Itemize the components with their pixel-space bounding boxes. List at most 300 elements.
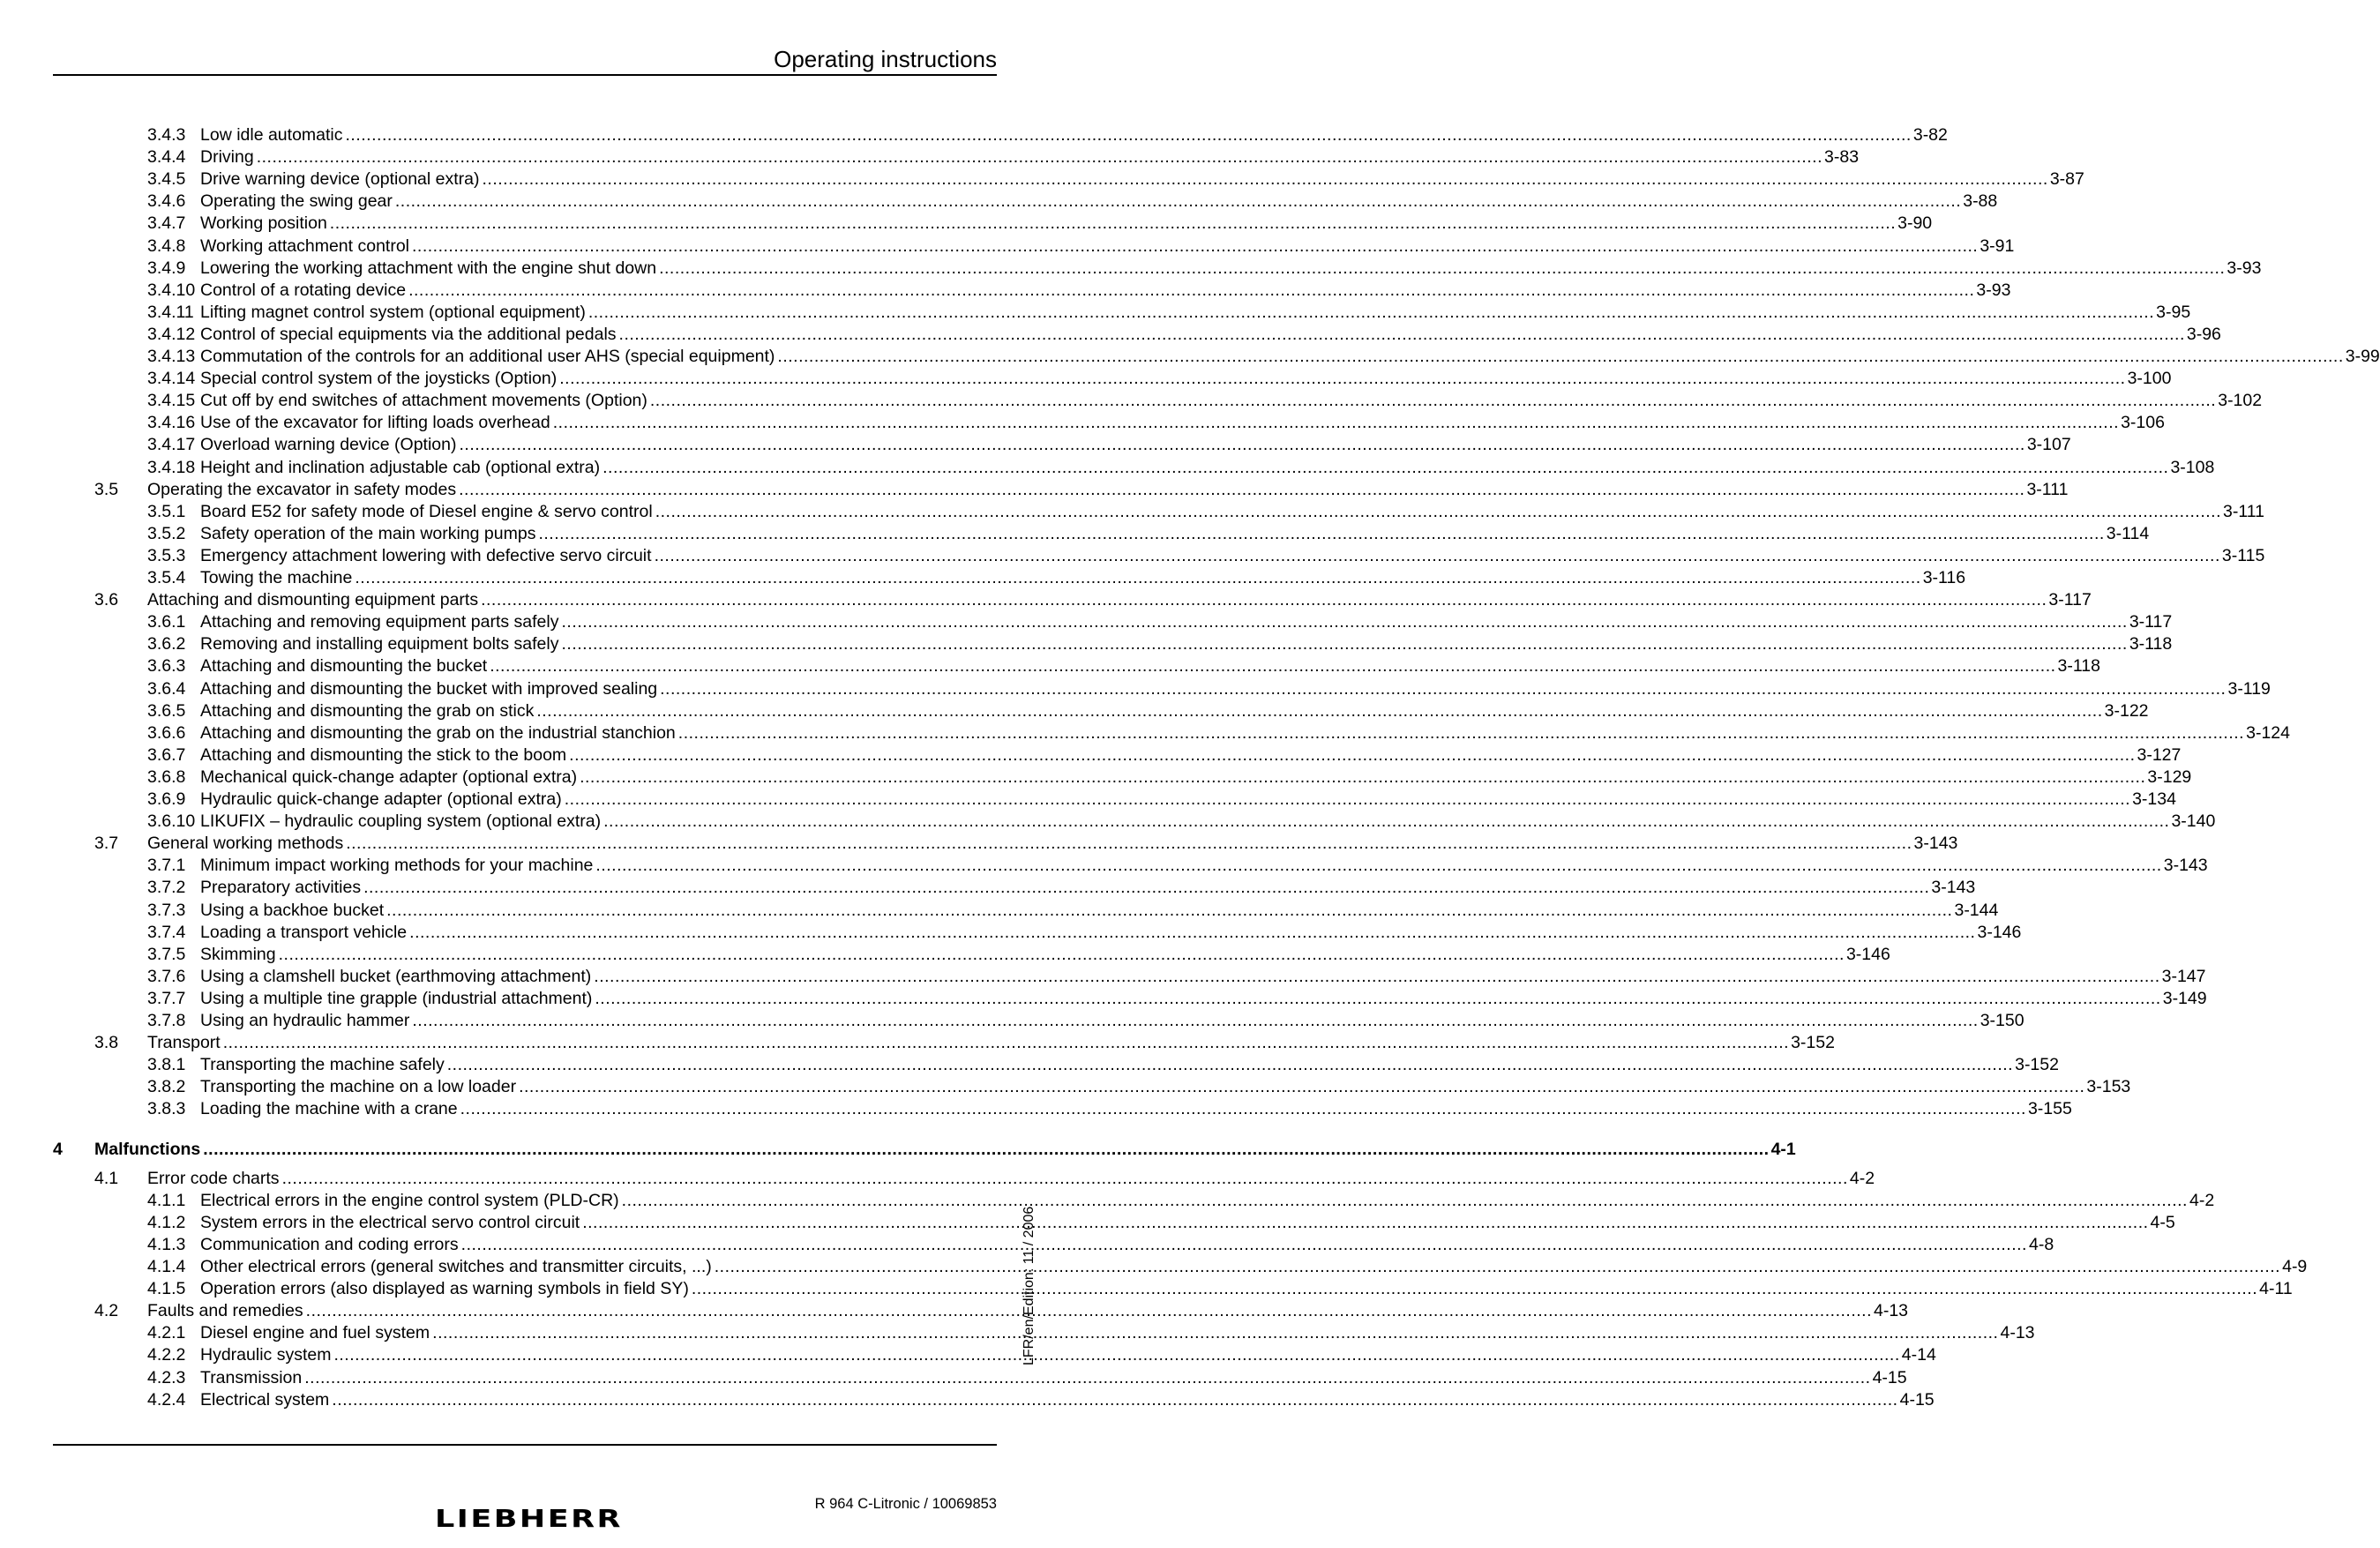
toc-entry[interactable] (0, 1300, 1909, 1322)
toc-entry-title: Low idle automatic (200, 125, 343, 145)
toc-entry[interactable] (0, 390, 2263, 412)
toc-entry-title: Skimming (200, 944, 276, 964)
toc-entry-title: Other electrical errors (general switches and transmitter circuits, ...) (200, 1257, 712, 1276)
toc-dot-leader: ............................................................................................................................................................................................................................................................................................................ (654, 545, 2220, 565)
toc-entry[interactable] (0, 523, 2150, 545)
toc-entry-leader (147, 1300, 1909, 1322)
toc-entry-page: 3-118 (2057, 656, 2100, 677)
toc-entry-title: Driving (200, 147, 254, 168)
toc-dot-leader: ............................................................................................................................................................................................................................................................................................................ (580, 767, 2146, 787)
toc-dot-leader: ............................................................................................................................................................................................................................................................................................................ (332, 1389, 1898, 1410)
toc-entry-page: 4-13 (2000, 1323, 2035, 1343)
toc-entry-leader (200, 944, 1890, 966)
toc-entry-page: 4-8 (2028, 1234, 2054, 1254)
toc-entry[interactable] (0, 168, 2084, 191)
toc-entry-title: Using an hydraulic hammer (200, 1011, 410, 1030)
toc-entry[interactable] (0, 1190, 2215, 1212)
toc-dot-leader: ............................................................................................................................................................................................................................................................................................................ (281, 1168, 1848, 1188)
toc-entry-title: Transport (147, 1033, 221, 1053)
toc-entry-page: 3-99 (2345, 347, 2380, 366)
toc-entry-page: 4-1 (1770, 1139, 1796, 1159)
toc-dot-leader: ............................................................................................................................................................................................................................................................................................................ (649, 391, 2217, 411)
toc-entry-leader (200, 280, 2011, 302)
toc-entry-number: 3.5 (94, 479, 119, 499)
toc-entry-page: 3-106 (2121, 413, 2165, 433)
toc-entry-number: 4.2.2 (147, 1345, 186, 1365)
toc-entry-title: Transporting the machine safely (200, 1055, 445, 1075)
toc-entry-page: 4-11 (2259, 1279, 2293, 1299)
toc-entry-page: 3-143 (1931, 878, 1976, 898)
toc-entry-title: Operating the swing gear (200, 191, 393, 212)
toc-entry-title: Error code charts (147, 1168, 280, 1188)
toc-entry[interactable] (0, 900, 1999, 922)
toc-entry-page: 3-95 (2156, 302, 2191, 322)
toc-entry[interactable] (0, 1212, 2175, 1234)
toc-entry-number: 3.4.14 (147, 369, 196, 389)
toc-entry-title: Malfunctions (94, 1139, 201, 1159)
toc-entry[interactable] (0, 833, 1958, 855)
toc-entry[interactable] (0, 1278, 2293, 1300)
toc-dot-leader: ............................................................................................................................................................................................................................................................................................................ (559, 369, 2126, 389)
toc-dot-leader: ............................................................................................................................................................................................................................................................................................................ (345, 125, 1912, 145)
toc-entry-number: 3.5.2 (147, 523, 186, 543)
toc-entry[interactable] (0, 922, 2022, 944)
toc-entry-number: 3.4.18 (147, 457, 196, 477)
toc-dot-leader: ............................................................................................................................................................................................................................................................................................................ (714, 1257, 2281, 1276)
toc-dot-leader: ............................................................................................................................................................................................................................................................................................................ (394, 191, 1962, 212)
toc-entry-leader (200, 567, 1966, 589)
toc-entry-page: 3-90 (1897, 213, 1933, 234)
toc-entry-leader (200, 633, 2173, 655)
toc-entry-number: 3.4.5 (147, 169, 186, 190)
toc-entry-page: 3-124 (2246, 722, 2290, 743)
toc-dot-leader: ............................................................................................................................................................................................................................................................................................................ (552, 413, 2120, 433)
toc-entry[interactable] (0, 1076, 2131, 1098)
toc-entry-page: 3-87 (2049, 169, 2084, 190)
toc-entry[interactable] (0, 368, 2172, 390)
toc-entry-title: LIKUFIX – hydraulic coupling system (optional extra) (200, 811, 602, 832)
toc-entry-number: 3.4.13 (147, 347, 196, 366)
toc-entry-leader (200, 988, 2207, 1010)
toc-entry-leader (200, 368, 2172, 390)
toc-entry[interactable] (0, 1054, 2059, 1076)
toc-entry[interactable] (0, 789, 2176, 811)
toc-entry[interactable] (0, 1344, 1936, 1366)
toc-entry[interactable] (0, 1322, 2035, 1344)
toc-dot-leader: ............................................................................................................................................................................................................................................................................................................ (256, 147, 1823, 168)
toc-dot-leader: ............................................................................................................................................................................................................................................................................................................ (490, 656, 2056, 677)
toc-entry[interactable] (0, 236, 2015, 258)
toc-entry-number: 3.8.2 (147, 1077, 186, 1097)
toc-entry[interactable] (0, 124, 1948, 146)
toc-entry-number: 3.6.4 (147, 678, 186, 699)
toc-entry[interactable] (0, 855, 2208, 877)
toc-entry-leader (200, 1190, 2215, 1212)
toc-entry-title: Attaching and dismounting the stick to the boom (200, 744, 567, 765)
toc-entry-number: 3.4.9 (147, 258, 186, 278)
toc-entry-page: 3-153 (2086, 1077, 2131, 1097)
toc-entry[interactable] (0, 700, 2149, 722)
toc-entry-leader (200, 236, 2015, 258)
toc-entry[interactable] (0, 302, 2191, 324)
toc-entry-page: 3-122 (2104, 700, 2149, 721)
toc-dot-leader: ............................................................................................................................................................................................................................................................................................................ (412, 236, 1979, 256)
toc-dot-leader: ............................................................................................................................................................................................................................................................................................................ (618, 324, 2185, 344)
toc-entry-page: 3-111 (2026, 479, 2069, 499)
toc-entry-title: Working position (200, 213, 327, 234)
toc-entry-number: 3.6.8 (147, 767, 186, 787)
toc-entry-page: 3-134 (2132, 789, 2176, 809)
toc-dot-leader: ............................................................................................................................................................................................................................................................................................................ (412, 1011, 1979, 1030)
toc-entry-title: Using a multiple tine grapple (industrial attachment) (200, 988, 593, 1008)
toc-entry[interactable] (0, 1032, 1835, 1054)
toc-entry[interactable] (0, 944, 1890, 966)
toc-entry-page: 3-143 (2163, 856, 2208, 876)
toc-entry-leader (200, 1256, 2308, 1278)
toc-dot-leader: ............................................................................................................................................................................................................................................................................................................ (481, 590, 2047, 610)
toc-dot-leader: ............................................................................................................................................................................................................................................................................................................ (304, 1367, 1871, 1387)
toc-entry-title: Working attachment control (200, 236, 409, 256)
toc-entry-leader (200, 1367, 1907, 1389)
toc-entry[interactable] (0, 1389, 1935, 1411)
toc-dot-leader: ............................................................................................................................................................................................................................................................................................................ (346, 834, 1912, 854)
toc-entry-page: 3-88 (1963, 191, 1998, 212)
toc-entry-leader (200, 545, 2265, 567)
toc-entry-number: 3.4.11 (147, 302, 194, 322)
toc-entry-leader (200, 501, 2265, 523)
toc-entry-number: 3.7.1 (147, 856, 186, 876)
toc-entry-leader (200, 412, 2165, 434)
toc-entry-title: Towing the machine (200, 568, 353, 587)
toc-entry-leader (200, 1054, 2059, 1076)
toc-entry-leader (200, 855, 2208, 877)
toc-entry[interactable] (0, 1367, 1907, 1389)
toc-entry[interactable] (0, 346, 2380, 368)
toc-entry[interactable] (0, 1256, 2308, 1278)
toc-entry-page: 3-140 (2171, 811, 2216, 832)
toc-entry-page: 3-118 (2129, 634, 2173, 654)
toc-entry-page: 3-144 (1954, 900, 1999, 920)
toc-entry-leader (200, 302, 2191, 324)
toc-entry-number: 3.6 (94, 590, 119, 610)
toc-entry-number: 3.5.1 (147, 501, 186, 521)
toc-entry-number: 4.1 (94, 1168, 119, 1188)
toc-entry-number: 3.4.6 (147, 191, 186, 212)
toc-entry-title: Lifting magnet control system (optional equipment) (200, 302, 586, 322)
toc-dot-leader: ............................................................................................................................................................................................................................................................................................................ (595, 988, 2161, 1008)
toc-entry-page: 3-107 (2026, 435, 2071, 455)
toc-entry-page: 3-146 (1845, 944, 1890, 964)
toc-entry-page: 3-100 (2127, 369, 2172, 389)
toc-entry-title: Hydraulic quick-change adapter (optional extra) (200, 789, 562, 809)
toc-entry-title: General working methods (147, 834, 344, 854)
toc-entry-number: 3.7.5 (147, 944, 186, 964)
toc-dot-leader: ............................................................................................................................................................................................................................................................................................................ (777, 347, 2344, 366)
toc-dot-leader: ............................................................................................................................................................................................................................................................................................................ (386, 900, 1953, 920)
toc-entry-page: 3-155 (2027, 1099, 2072, 1119)
toc-entry-page: 3-114 (2106, 523, 2150, 543)
toc-dot-leader: ............................................................................................................................................................................................................................................................................................................ (538, 523, 2105, 543)
toc-entry-leader (200, 1322, 2035, 1344)
toc-dot-leader: ............................................................................................................................................................................................................................................................................................................ (677, 722, 2245, 743)
toc-entry-page: 3-152 (1791, 1033, 1835, 1053)
toc-dot-leader: ............................................................................................................................................................................................................................................................................................................ (536, 700, 2103, 721)
toc-entry[interactable] (0, 434, 2071, 456)
toc-entry-number: 3.7 (94, 834, 119, 854)
toc-entry-title: Control of a rotating device (200, 280, 407, 300)
toc-entry-number: 3.6.10 (147, 811, 196, 832)
toc-entry-leader (200, 1234, 2054, 1256)
toc-entry-page: 3-116 (1922, 568, 1966, 587)
toc-entry-number: 3.7.6 (147, 966, 186, 986)
toc-entry-page: 3-82 (1912, 125, 1948, 145)
toc-dot-leader: ............................................................................................................................................................................................................................................................................................................ (595, 856, 2162, 876)
toc-entry-page: 4-15 (1872, 1367, 1907, 1387)
toc-entry[interactable] (0, 545, 2265, 567)
toc-dot-leader: ............................................................................................................................................................................................................................................................................................................ (659, 258, 2226, 278)
toc-entry-number: 3.4.3 (147, 125, 186, 145)
toc-entry-number: 3.6.3 (147, 656, 186, 677)
toc-entry-page: 3-108 (2170, 457, 2215, 477)
toc-entry-number: 3.7.7 (147, 988, 186, 1008)
toc-entry-leader (200, 966, 2206, 988)
toc-entry[interactable] (0, 280, 2011, 302)
toc-entry-number: 3.8.1 (147, 1055, 186, 1075)
toc-entry-title: Transporting the machine on a low loader (200, 1077, 517, 1097)
toc-dot-leader: ............................................................................................................................................................................................................................................................................................................ (432, 1323, 1999, 1343)
toc-entry-leader (200, 523, 2150, 545)
toc-entry-number: 3.7.3 (147, 900, 186, 920)
toc-entry[interactable] (0, 767, 2192, 789)
toc-entry-title: Commutation of the controls for an additional user AHS (special equipment) (200, 347, 775, 366)
toc-entry-leader (200, 346, 2380, 368)
toc-entry[interactable] (0, 258, 2262, 280)
toc-entry[interactable] (0, 633, 2173, 655)
toc-entry-leader (200, 1076, 2131, 1098)
toc-entry[interactable] (0, 191, 1998, 213)
toc-dot-leader: ............................................................................................................................................................................................................................................................................................................ (569, 744, 2136, 765)
toc-entry[interactable] (0, 722, 2290, 744)
toc-dot-leader: ............................................................................................................................................................................................................................................................................................................ (564, 789, 2131, 809)
toc-dot-leader: ............................................................................................................................................................................................................................................................................................................ (482, 169, 2048, 190)
toc-entry-leader (200, 611, 2173, 633)
toc-dot-leader: ............................................................................................................................................................................................................................................................................................................ (691, 1279, 2258, 1299)
toc-entry-title: Special control system of the joysticks (Option) (200, 369, 558, 389)
toc-entry[interactable] (0, 1010, 2024, 1032)
toc-entry-number: 4.2.1 (147, 1323, 186, 1343)
toc-entry-page: 3-149 (2162, 988, 2207, 1008)
toc-entry[interactable] (0, 146, 1860, 168)
toc-entry-title: Attaching and removing equipment parts safely (200, 612, 559, 632)
toc-entry[interactable] (0, 966, 2206, 988)
toc-entry[interactable] (0, 655, 2100, 677)
toc-entry-title: Preparatory activities (200, 878, 362, 898)
header-rule (53, 74, 997, 76)
toc-entry-leader (94, 1139, 1796, 1161)
toc-entry-leader (200, 789, 2176, 811)
toc-entry-title: Emergency attachment lowering with defective servo circuit (200, 545, 652, 565)
toc-entry[interactable] (0, 988, 2207, 1010)
toc-entry-title: Removing and installing equipment bolts safely (200, 634, 559, 654)
toc-entry-leader (200, 678, 2271, 700)
toc-dot-leader: ............................................................................................................................................................................................................................................................................................................ (329, 213, 1897, 234)
toc-entry-number: 3.4.10 (147, 280, 196, 300)
toc-dot-leader: ............................................................................................................................................................................................................................................................................................................ (203, 1139, 1770, 1159)
toc-entry[interactable] (0, 213, 1933, 235)
toc-dot-leader: ............................................................................................................................................................................................................................................................................................................ (459, 479, 2025, 499)
toc-entry[interactable] (0, 1098, 2072, 1120)
toc-entry-leader (200, 922, 2022, 944)
toc-entry-leader (200, 700, 2149, 722)
toc-entry-page: 4-2 (2189, 1190, 2215, 1210)
toc-entry-number: 3.4.7 (147, 213, 186, 234)
toc-entry-leader (200, 1344, 1936, 1366)
toc-dot-leader: ............................................................................................................................................................................................................................................................................................................ (305, 1301, 1872, 1321)
toc-entry-leader (147, 1168, 1875, 1190)
toc-entry-page: 4-9 (2282, 1257, 2308, 1276)
toc-entry-title: Minimum impact working methods for your machine (200, 856, 594, 876)
toc-entry-title: Transmission (200, 1367, 303, 1387)
toc-entry-page: 4-15 (1899, 1389, 1935, 1410)
toc-entry-leader (200, 1389, 1935, 1411)
toc-entry-number: 3.5.3 (147, 545, 186, 565)
toc-entry[interactable] (0, 678, 2271, 700)
model-number: R 964 C-Litronic / 10069853 (814, 1496, 997, 1512)
toc-entry[interactable] (0, 744, 2182, 767)
toc-entry-title: Overload warning device (Option) (200, 435, 457, 455)
toc-entry[interactable] (0, 501, 2265, 523)
toc-entry-number: 3.6.7 (147, 744, 186, 765)
edition-label: LFR/en/Edition: 11 / 2006 (1022, 1206, 1037, 1365)
toc-entry-page: 3-102 (2218, 391, 2263, 411)
toc-entry-title: Using a backhoe bucket (200, 900, 385, 920)
toc-entry-page: 3-117 (2129, 612, 2173, 632)
toc-entry-number: 4.2.3 (147, 1367, 186, 1387)
toc-entry-number: 3.4.4 (147, 147, 186, 168)
toc-entry-page: 3-115 (2221, 545, 2265, 565)
toc-dot-leader: ............................................................................................................................................................................................................................................................................................................ (409, 922, 1976, 942)
toc-dot-leader: ............................................................................................................................................................................................................................................................................................................ (408, 280, 1975, 300)
toc-entry-number: 3.4.12 (147, 324, 196, 344)
toc-entry-page: 3-96 (2186, 324, 2221, 344)
toc-entry-leader (200, 146, 1860, 168)
toc-dot-leader: ............................................................................................................................................................................................................................................................................................................ (561, 634, 2128, 654)
toc-entry-leader (200, 213, 1933, 235)
toc-dot-leader: ............................................................................................................................................................................................................................................................................................................ (355, 568, 1921, 587)
toc-entry-number: 3.6.1 (147, 612, 186, 632)
toc-entry-title: Faults and remedies (147, 1301, 303, 1321)
toc-entry[interactable] (0, 1139, 1796, 1161)
toc-entry-page: 4-14 (1901, 1345, 1936, 1365)
toc-entry-title: Operation errors (also displayed as warning symbols in field SY) (200, 1279, 689, 1299)
toc-entry-page: 3-93 (2227, 258, 2262, 278)
toc-entry-title: Control of special equipments via the additional pedals (200, 324, 617, 344)
toc-entry-title: Mechanical quick-change adapter (optional extra) (200, 767, 578, 787)
toc-dot-leader: ............................................................................................................................................................................................................................................................................................................ (660, 678, 2227, 699)
toc-dot-leader: ............................................................................................................................................................................................................................................................................................................ (519, 1077, 2085, 1097)
toc-entry[interactable] (0, 1234, 2054, 1256)
toc-entry[interactable] (0, 1168, 1875, 1190)
toc-entry-leader (200, 457, 2215, 479)
toc-entry-title: System errors in the electrical servo control circuit (200, 1212, 580, 1232)
toc-entry-title: Electrical system (200, 1389, 330, 1410)
toc-entry-number: 3.4.16 (147, 413, 196, 433)
toc-entry-number: 4.1.4 (147, 1257, 186, 1276)
toc-entry-title: Height and inclination adjustable cab (optional extra) (200, 457, 601, 477)
toc-entry[interactable] (0, 412, 2165, 434)
toc-dot-leader: ............................................................................................................................................................................................................................................................................................................ (561, 612, 2128, 632)
toc-entry-number: 4 (53, 1139, 63, 1159)
toc-entry-title: Lowering the working attachment with the engine shut down (200, 258, 657, 278)
toc-entry-number: 3.4.8 (147, 236, 186, 256)
toc-entry-leader (200, 655, 2100, 677)
toc-entry-leader (147, 833, 1958, 855)
toc-entry-number: 3.6.5 (147, 700, 186, 721)
toc-entry-title: Attaching and dismounting equipment parts (147, 590, 479, 610)
toc-entry-leader (200, 390, 2263, 412)
toc-entry[interactable] (0, 811, 2216, 833)
toc-entry-title: Attaching and dismounting the grab on stick (200, 700, 535, 721)
toc-dot-leader: ............................................................................................................................................................................................................................................................................................................ (602, 457, 2169, 477)
toc-entry-leader (200, 900, 1999, 922)
toc-entry-number: 4.1.3 (147, 1234, 186, 1254)
toc-entry-leader (200, 811, 2216, 833)
toc-dot-leader: ............................................................................................................................................................................................................................................................................................................ (460, 1234, 2027, 1254)
toc-entry[interactable] (0, 324, 2221, 346)
toc-entry-page: 3-143 (1913, 834, 1958, 854)
toc-entry-leader (200, 877, 1976, 899)
toc-dot-leader: ............................................................................................................................................................................................................................................................................................................ (582, 1212, 2149, 1232)
toc-entry-number: 3.7.8 (147, 1011, 186, 1030)
toc-entry-title: Using a clamshell bucket (earthmoving attachment) (200, 966, 592, 986)
toc-dot-leader: ............................................................................................................................................................................................................................................................................................................ (333, 1345, 1900, 1365)
toc-entry-page: 4-2 (1849, 1168, 1875, 1188)
toc-entry[interactable] (0, 611, 2173, 633)
toc-entry-number: 3.7.4 (147, 922, 186, 942)
toc-entry-page: 4-5 (2150, 1212, 2175, 1232)
toc-entry-number: 4.2 (94, 1301, 119, 1321)
toc-entry[interactable] (0, 479, 2069, 501)
toc-entry-leader (200, 191, 1998, 213)
toc-entry-leader (200, 767, 2192, 789)
toc-entry-leader (147, 1032, 1835, 1054)
toc-entry-title: Loading a transport vehicle (200, 922, 408, 942)
toc-entry-number: 3.8.3 (147, 1099, 186, 1119)
toc-entry-page: 3-147 (2161, 966, 2206, 986)
toc-dot-leader: ............................................................................................................................................................................................................................................................................................................ (363, 878, 1930, 898)
toc-dot-leader: ............................................................................................................................................................................................................................................................................................................ (603, 811, 2170, 832)
toc-entry-title: Electrical errors in the engine control system (PLD-CR) (200, 1190, 619, 1210)
toc-entry[interactable] (0, 457, 2215, 479)
toc-entry-title: Hydraulic system (200, 1345, 332, 1365)
toc-entry-page: 3-127 (2137, 744, 2182, 765)
toc-entry-leader (200, 1278, 2293, 1300)
toc-entry-page: 3-111 (2223, 501, 2265, 521)
toc-entry-title: Drive warning device (optional extra) (200, 169, 480, 190)
toc-entry-page: 3-83 (1824, 147, 1860, 168)
toc-entry[interactable] (0, 877, 1976, 899)
toc-dot-leader: ............................................................................................................................................................................................................................................................................................................ (588, 302, 2155, 322)
toc-dot-leader: ............................................................................................................................................................................................................................................................................................................ (446, 1055, 2014, 1075)
toc-entry-page: 3-119 (2227, 678, 2271, 699)
toc-entry-leader (147, 589, 2092, 611)
toc-entry[interactable] (0, 589, 2092, 611)
toc-entry[interactable] (0, 567, 1966, 589)
toc-entry-title: Diesel engine and fuel system (200, 1323, 430, 1343)
toc-entry-leader (200, 744, 2182, 767)
toc-entry-number: 3.8 (94, 1033, 119, 1053)
toc-entry-title: Safety operation of the main working pumps (200, 523, 536, 543)
